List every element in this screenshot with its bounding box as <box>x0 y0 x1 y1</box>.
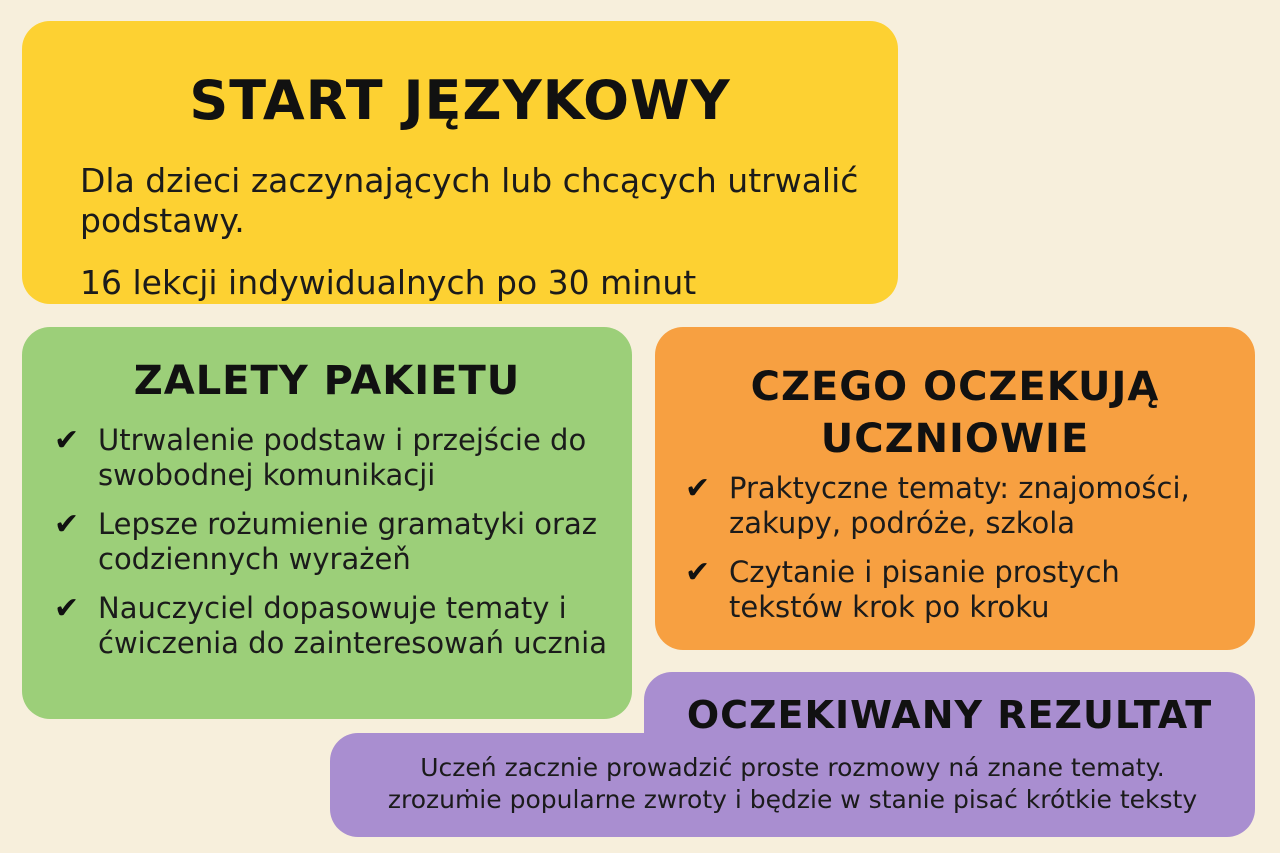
check-icon: ✔ <box>685 471 711 506</box>
benefit-text: Nauczyciel dopasowuje tematy i ćwiczenia do zainteresowań ucznia <box>98 591 607 660</box>
result-text-line: zrozuṁie popularne zwroty i będzie w stanie pisać krótkie teksty <box>387 785 1198 814</box>
check-icon: ✔ <box>54 423 80 458</box>
check-icon: ✔ <box>685 555 711 590</box>
start-description: Dla dzieci zaczynających lub chcących utrwalić podstawy. <box>80 161 859 240</box>
benefits-list <box>54 423 612 675</box>
expectation-text: Praktyczne tematy: znajomości, zakupy, podróże, szkola <box>729 471 1190 540</box>
benefits-title: ZALETY PAKIETU <box>133 358 521 404</box>
result-title: OCZEKIWANY REZULTAT <box>686 693 1213 737</box>
start-title: START JĘZYKOWY <box>189 69 731 132</box>
start-lessons: 16 lekcji indywidualnych po 30 minut <box>80 263 697 302</box>
expectations-title: CZEGO OCZEKUJĄ UCZNIOWIE <box>750 364 1160 462</box>
list-item <box>685 555 1239 625</box>
list-item <box>685 471 1239 541</box>
expectations-card <box>655 327 1255 650</box>
benefit-text: Lepsze rożumienie gramatyki oraz codziennych wyrażeň <box>98 507 597 576</box>
check-icon: ✔ <box>54 507 80 542</box>
result-text <box>330 752 1255 816</box>
list-item <box>54 507 612 577</box>
expectation-text: Czytanie i pisanie prostych tekstów krok po kroku <box>729 555 1120 624</box>
start-card <box>22 21 898 304</box>
check-icon: ✔ <box>54 591 80 626</box>
list-item <box>54 423 612 493</box>
expectations-list <box>685 471 1239 639</box>
result-text-line: Uczeń zacznie prowadzić proste rozmowy ná znane tematy. <box>420 753 1165 782</box>
benefits-card <box>22 327 632 719</box>
benefit-text: Utrwalenie podstaw i przejście do swobodnej komunikacji <box>98 423 587 492</box>
list-item <box>54 591 612 661</box>
